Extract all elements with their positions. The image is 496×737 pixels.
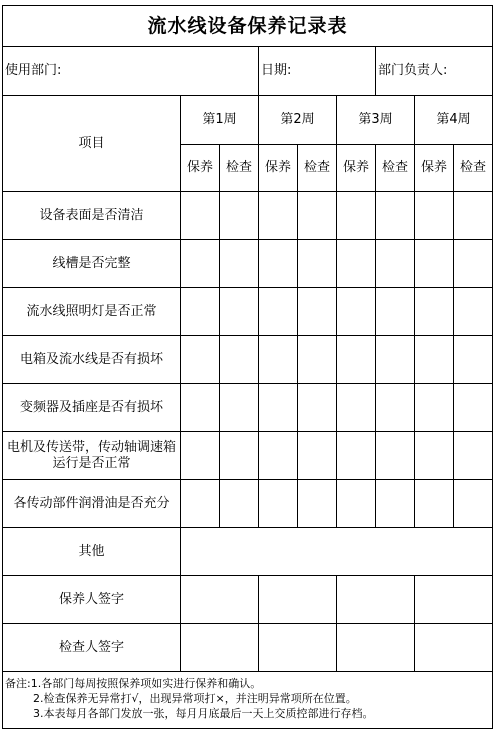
record-cell[interactable] (454, 288, 493, 336)
record-cell[interactable] (454, 240, 493, 288)
record-cell[interactable] (181, 240, 220, 288)
signature-cell[interactable] (181, 576, 259, 624)
notes-cell (3, 672, 493, 729)
record-cell[interactable] (220, 336, 259, 384)
maintainer-signature-row (3, 576, 493, 624)
record-cell[interactable] (454, 384, 493, 432)
record-cell[interactable] (415, 336, 454, 384)
record-cell[interactable] (415, 288, 454, 336)
table-row (3, 192, 493, 240)
maintain-header: 保养 (181, 145, 220, 192)
info-row (3, 47, 493, 96)
item-label: 电机及传送带，传动轴调速箱运行是否正常 (3, 432, 181, 480)
other-notes-cell[interactable] (181, 528, 493, 576)
check-header: 检查 (220, 145, 259, 192)
record-cell[interactable] (376, 384, 415, 432)
inspector-signature-row (3, 624, 493, 672)
record-cell[interactable] (298, 288, 337, 336)
note-line-2: 2.检查保养无异常打√，出现异常项打×，并注明异常项所在位置。 (33, 692, 357, 705)
item-label: 电箱及流水线是否有损坏 (3, 336, 181, 384)
table-row (3, 384, 493, 432)
notes-row (3, 672, 493, 729)
maintain-header: 保养 (259, 145, 298, 192)
record-cell[interactable] (181, 432, 220, 480)
department-field[interactable]: 使用部门: (3, 47, 259, 96)
other-row (3, 528, 493, 576)
record-cell[interactable] (181, 480, 220, 528)
item-label: 变频器及插座是否有损坏 (3, 384, 181, 432)
record-cell[interactable] (415, 384, 454, 432)
record-cell[interactable] (181, 288, 220, 336)
record-cell[interactable] (298, 384, 337, 432)
note-line-1: 1.各部门每周按照保养项如实进行保养和确认。 (30, 677, 262, 690)
maintain-header: 保养 (337, 145, 376, 192)
notes-prefix: 备注: (5, 677, 31, 690)
item-label: 线槽是否完整 (3, 240, 181, 288)
week-1-header: 第1周 (181, 96, 259, 145)
record-cell[interactable] (259, 240, 298, 288)
record-cell[interactable] (220, 240, 259, 288)
week-2-header: 第2周 (259, 96, 337, 145)
item-label: 各传动部件润滑油是否充分 (3, 480, 181, 528)
record-cell[interactable] (454, 336, 493, 384)
signature-cell[interactable] (259, 624, 337, 672)
record-table (2, 5, 493, 729)
record-cell[interactable] (298, 240, 337, 288)
signature-cell[interactable] (415, 576, 493, 624)
record-cell[interactable] (259, 432, 298, 480)
signature-cell[interactable] (415, 624, 493, 672)
record-cell[interactable] (298, 192, 337, 240)
signature-cell[interactable] (337, 624, 415, 672)
week-4-header: 第4周 (415, 96, 493, 145)
record-cell[interactable] (415, 240, 454, 288)
record-cell[interactable] (259, 288, 298, 336)
item-label: 流水线照明灯是否正常 (3, 288, 181, 336)
maintain-header: 保养 (415, 145, 454, 192)
record-cell[interactable] (298, 480, 337, 528)
record-cell[interactable] (220, 192, 259, 240)
other-label: 其他 (3, 528, 181, 576)
record-cell[interactable] (259, 192, 298, 240)
check-header: 检查 (376, 145, 415, 192)
week-3-header: 第3周 (337, 96, 415, 145)
record-cell[interactable] (376, 240, 415, 288)
sheet-title: 流水线设备保养记录表 (3, 6, 493, 47)
record-cell[interactable] (220, 480, 259, 528)
date-field[interactable]: 日期: (259, 47, 376, 96)
item-column-header: 项目 (3, 96, 181, 192)
record-cell[interactable] (259, 480, 298, 528)
record-cell[interactable] (376, 432, 415, 480)
signature-cell[interactable] (337, 576, 415, 624)
record-cell[interactable] (220, 384, 259, 432)
item-label: 设备表面是否清洁 (3, 192, 181, 240)
record-cell[interactable] (181, 384, 220, 432)
record-cell[interactable] (298, 432, 337, 480)
week-header-row (3, 96, 493, 145)
record-cell[interactable] (415, 480, 454, 528)
record-cell[interactable] (337, 240, 376, 288)
note-line-3: 3.本表每月各部门发放一张，每月月底最后一天上交质控部进行存档。 (33, 707, 374, 720)
record-cell[interactable] (454, 192, 493, 240)
record-cell[interactable] (220, 288, 259, 336)
record-cell[interactable] (415, 432, 454, 480)
record-cell[interactable] (337, 288, 376, 336)
signature-cell[interactable] (259, 576, 337, 624)
record-cell[interactable] (337, 432, 376, 480)
check-header: 检查 (298, 145, 337, 192)
record-cell[interactable] (376, 192, 415, 240)
record-cell[interactable] (259, 384, 298, 432)
record-cell[interactable] (454, 432, 493, 480)
check-header: 检查 (454, 145, 493, 192)
table-row (3, 288, 493, 336)
record-cell[interactable] (376, 288, 415, 336)
record-cell[interactable] (337, 192, 376, 240)
table-row (3, 432, 493, 480)
maintenance-record-sheet (2, 5, 492, 729)
manager-field[interactable]: 部门负责人: (376, 47, 493, 96)
record-cell[interactable] (454, 480, 493, 528)
maintainer-signature-label: 保养人签字 (3, 576, 181, 624)
record-cell[interactable] (181, 336, 220, 384)
record-cell[interactable] (259, 336, 298, 384)
record-cell[interactable] (298, 336, 337, 384)
table-row (3, 240, 493, 288)
record-cell[interactable] (220, 432, 259, 480)
record-cell[interactable] (415, 192, 454, 240)
signature-cell[interactable] (181, 624, 259, 672)
record-cell[interactable] (181, 192, 220, 240)
table-row (3, 336, 493, 384)
record-cell[interactable] (337, 384, 376, 432)
record-cell[interactable] (337, 336, 376, 384)
record-cell[interactable] (376, 336, 415, 384)
record-cell[interactable] (337, 480, 376, 528)
table-row (3, 480, 493, 528)
inspector-signature-label: 检查人签字 (3, 624, 181, 672)
record-cell[interactable] (376, 480, 415, 528)
